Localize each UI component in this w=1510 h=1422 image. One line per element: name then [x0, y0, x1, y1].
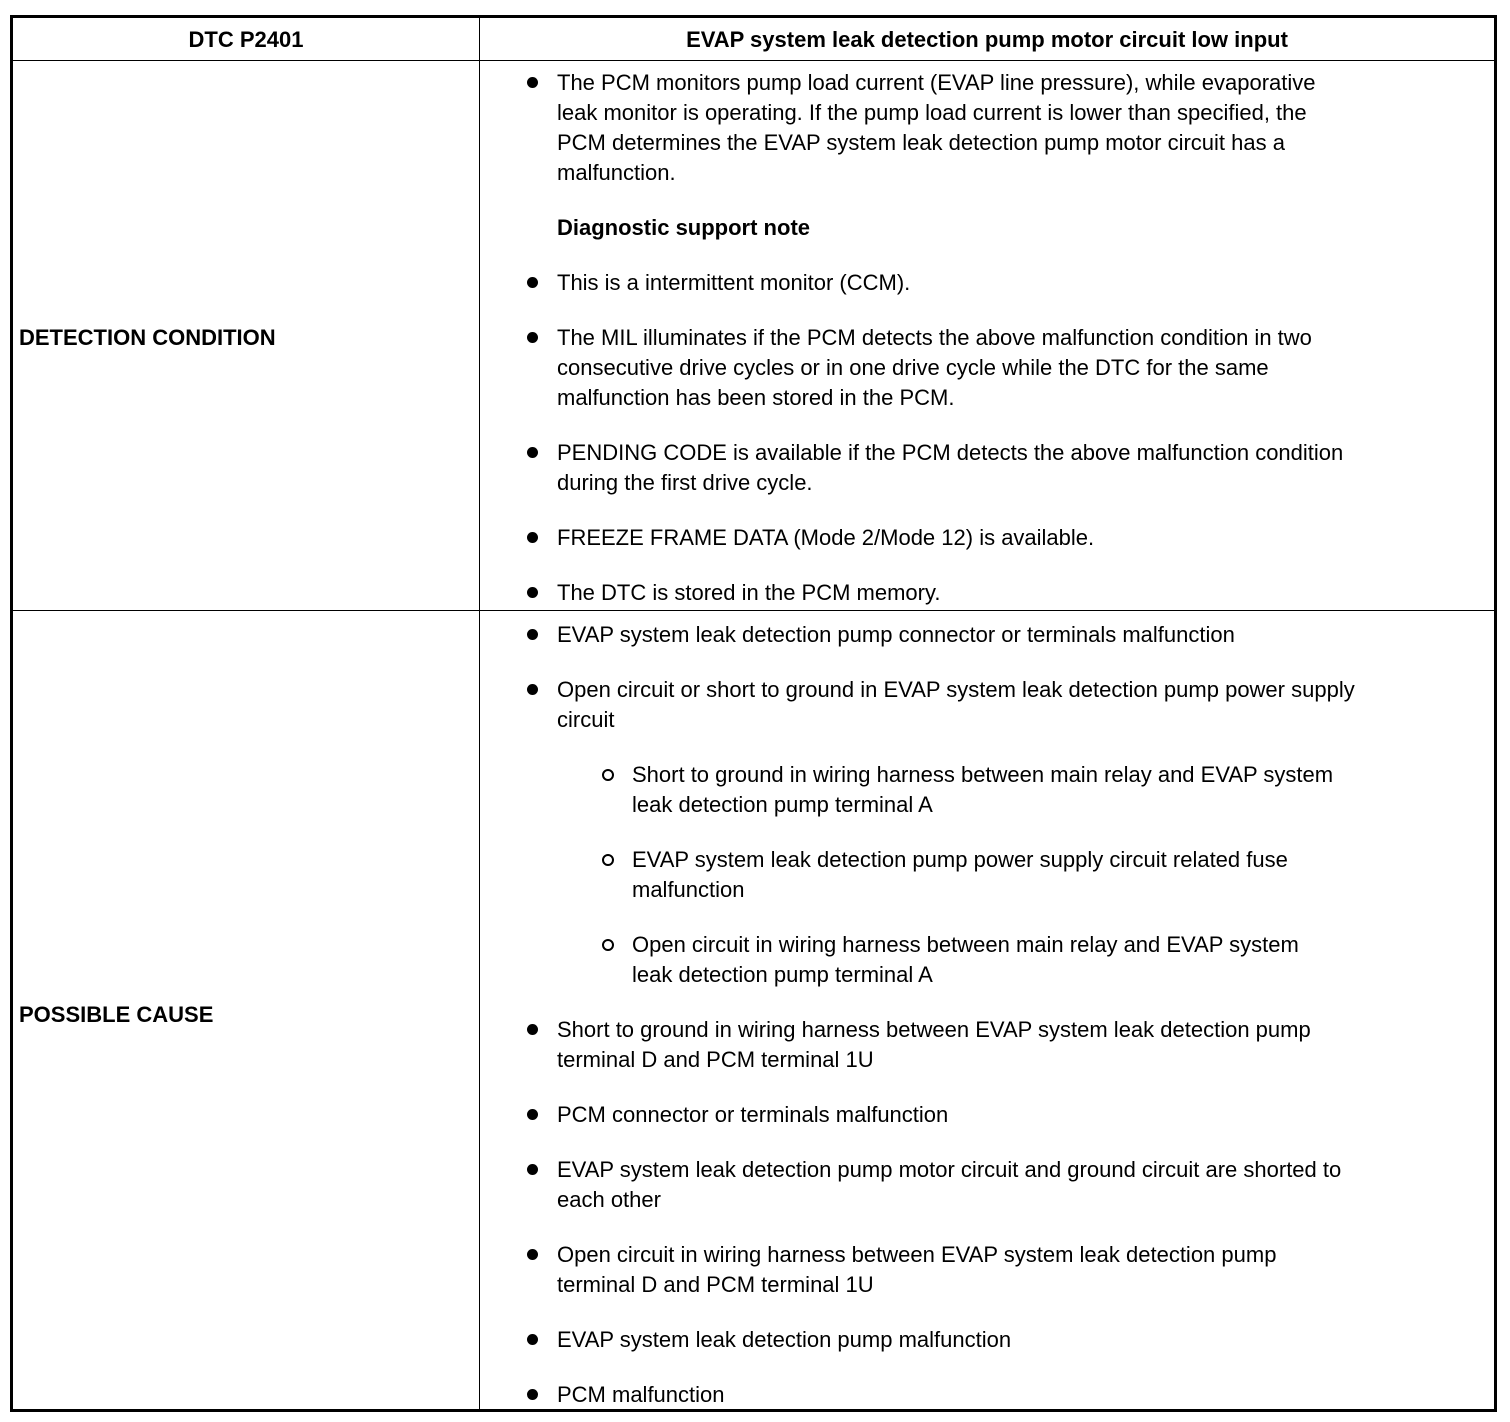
cause-item: Open circuit in wiring harness between EVAP system leak detection pump terminal D and PCM terminal 1U	[557, 1242, 1277, 1297]
column-divider	[479, 18, 480, 1409]
cause-item: EVAP system leak detection pump motor circuit and ground circuit are shorted to each other	[557, 1157, 1342, 1212]
bullet-icon	[527, 277, 538, 288]
bullet-icon	[527, 77, 538, 88]
cause-item: Short to ground in wiring harness between EVAP system leak detection pump terminal D and PCM terminal 1U	[557, 1017, 1311, 1072]
detection-item: FREEZE FRAME DATA (Mode 2/Mode 12) is available.	[557, 525, 1095, 550]
detection-item: This is a intermittent monitor (CCM).	[557, 270, 911, 295]
cause-item: EVAP system leak detection pump malfunction	[557, 1327, 1012, 1352]
cause-sub-item: Short to ground in wiring harness between main relay and EVAP system leak detection pump terminal A	[632, 762, 1334, 817]
bullet-icon	[527, 1024, 538, 1035]
bullet-icon	[527, 684, 538, 695]
possible-cause-label: POSSIBLE CAUSE	[19, 1002, 214, 1027]
cause-item: PCM malfunction	[557, 1382, 725, 1407]
bullet-icon	[527, 1249, 538, 1260]
cause-sub-item: EVAP system leak detection pump power supply circuit related fuse malfunction	[632, 847, 1288, 902]
bullet-icon	[527, 587, 538, 598]
row-divider	[13, 610, 1494, 611]
bullet-icon	[527, 1164, 538, 1175]
sub-bullet-icon	[602, 939, 614, 951]
detection-item: The PCM monitors pump load current (EVAP line pressure), while evaporative leak monitor is operating. If the pump load current is lower than specified, the PCM determines the EVAP system leak detection pump motor circuit has a malfunction.	[557, 70, 1316, 185]
cause-item: PCM connector or terminals malfunction	[557, 1102, 949, 1127]
diagnostic-support-note-heading: Diagnostic support note	[557, 215, 810, 240]
dtc-title-header: EVAP system leak detection pump motor circuit low input	[686, 27, 1288, 52]
bullet-icon	[527, 1109, 538, 1120]
detection-item: The DTC is stored in the PCM memory.	[557, 580, 941, 605]
cause-item: EVAP system leak detection pump connector or terminals malfunction	[557, 622, 1235, 647]
bullet-icon	[527, 332, 538, 343]
bullet-icon	[527, 1389, 538, 1400]
bullet-icon	[527, 532, 538, 543]
dtc-code-header: DTC P2401	[188, 27, 304, 52]
cause-item: Open circuit or short to ground in EVAP system leak detection pump power supply circuit	[557, 677, 1355, 732]
cause-sub-item: Open circuit in wiring harness between main relay and EVAP system leak detection pump terminal A	[632, 932, 1299, 987]
detection-condition-label: DETECTION CONDITION	[19, 325, 276, 350]
bullet-icon	[527, 447, 538, 458]
detection-item: The MIL illuminates if the PCM detects the above malfunction condition in two consecutive drive cycles or in one drive cycle while the DTC for the same malfunction has been stored in the PCM.	[557, 325, 1312, 410]
sub-bullet-icon	[602, 769, 614, 781]
dtc-table	[10, 15, 1497, 1412]
bullet-icon	[527, 629, 538, 640]
detection-item: PENDING CODE is available if the PCM detects the above malfunction condition during the first drive cycle.	[557, 440, 1344, 495]
sub-bullet-icon	[602, 854, 614, 866]
bullet-icon	[527, 1334, 538, 1345]
